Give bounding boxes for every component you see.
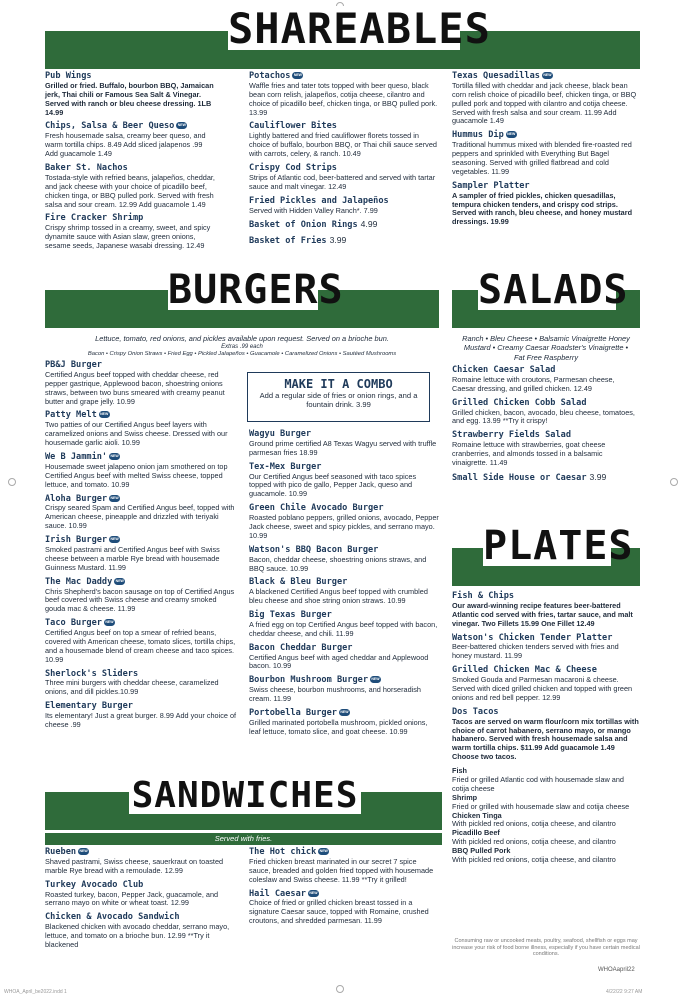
menu-item-title: Hummus Dip xyxy=(452,130,504,141)
taco-option-name: Picadillo Beef xyxy=(452,828,500,838)
menu-item xyxy=(452,366,640,394)
menu-item xyxy=(249,546,439,574)
menu-item xyxy=(249,236,439,247)
menu-item-title: Small Side House or Caesar xyxy=(452,472,587,483)
taco-option-description: With pickled red onions, cotija cheese, and cilantro xyxy=(452,854,616,864)
menu-item xyxy=(249,463,439,500)
menu-item-title: Fish & Chips xyxy=(452,591,515,601)
menu-item-price: 4.99 xyxy=(360,219,378,230)
menu-item-description: Grilled chicken, bacon, avocado, bleu cheese, tomatoes, and egg. 13.99 **Try it crispy! xyxy=(452,407,635,426)
menu-item xyxy=(249,220,439,231)
menu-item-title: Bourbon Mushroom Burger xyxy=(249,675,368,686)
menu-item xyxy=(249,890,439,927)
menu-item-description: Fried chicken breast marinated in our secret 7 spice sauce, breaded and golden fried topped with housemade coleslaw and Swiss cheese. 11.99 **Try it grilled! xyxy=(249,856,434,884)
menu-item-title: Dos Tacos xyxy=(452,706,499,717)
new-badge-icon: NEW xyxy=(100,412,109,417)
menu-item xyxy=(45,848,237,876)
menu-item xyxy=(452,666,640,703)
menu-item-title: Bacon Cheddar Burger xyxy=(249,642,353,653)
menu-item xyxy=(249,611,439,639)
menu-item-title: We B Jammin' xyxy=(45,451,108,462)
menu-item-name xyxy=(249,220,439,231)
combo-title: MAKE IT A COMBO xyxy=(284,377,393,391)
new-badge-icon: NEW xyxy=(177,123,186,128)
menu-item xyxy=(452,473,640,484)
taco-option-description: Fried or grilled with housemade slaw and cotija cheese xyxy=(452,801,630,811)
sandwiches-title: SANDWICHES xyxy=(129,776,361,814)
menu-item-title: Watson's BBQ Bacon Burger xyxy=(249,544,379,555)
menu-item-description: Housemade sweet jalapeno onion jam smothered on top Certified Angus beef with melted Swiss cheese, topped lettuce, and tomato. 10.99 xyxy=(45,461,228,489)
taco-option-description: Fried or grilled Atlantic cod with housemade slaw and cotija cheese xyxy=(452,774,624,793)
menu-item-title: Wagyu Burger xyxy=(249,429,312,439)
menu-item xyxy=(249,197,439,216)
menu-item-title: Hail Caesar xyxy=(249,888,306,899)
menu-item-title: Sampler Platter xyxy=(452,180,530,191)
menu-item-description: Blackened chicken with avocado cheddar, serrano mayo, lettuce, and tomato on a brioche bun. 12.99 **Try it blackened xyxy=(45,922,230,949)
salads-title: SALADS xyxy=(478,267,629,313)
menu-item-name xyxy=(249,236,439,247)
menu-item-description: Smoked Gouda and Parmesan macaroni & cheese. Served with diced grilled chicken and topped with green onions and red bell pepper. 12.99 xyxy=(452,675,633,702)
menu-item xyxy=(249,709,439,737)
menu-item-description: Romaine lettuce with croutons, Parmesan cheese, Caesar dressing, and grilled chicken. 12.49 xyxy=(452,374,615,393)
menu-item-description: Choice of fried or grilled chicken breast tossed in a signature Caesar sauce, topped with Romaine, crushed croutons, and shredded parmesan. 11.99 xyxy=(249,898,429,926)
menu-item xyxy=(45,122,215,159)
new-badge-icon: NEW xyxy=(293,73,302,77)
menu-item-price: 3.99 xyxy=(589,471,607,482)
menu-item xyxy=(249,122,439,159)
menu-item-description: Certified Angus beef topped with cheddar cheese, red pepper gastrique, Applewood bacon, shoestring onions straws, between two buns smeared with creamy peanut butter and grape jelly. 10.99 xyxy=(45,369,225,406)
menu-item-description: Tacos are served on warm flour/corn mix tortillas with choice of carrot habanero, serrano mayo, or mango habanero. Served with fresh housemade salsa and warm tortilla chips. $11.99 Add guacamole 1.49 Choose two tacos. xyxy=(452,716,639,762)
menu-item-description: A fried egg on top Certified Angus beef topped with bacon, cheddar cheese, and chili. 11.99 xyxy=(249,619,438,638)
menu-item-description: Swiss cheese, bourbon mushrooms, and horseradish cream. 11.99 xyxy=(249,685,421,704)
menu-item xyxy=(249,430,439,458)
burgers-note: Lettuce, tomato, red onions, and pickles available upon request. Served on a brioche bun. xyxy=(95,334,389,343)
menu-item xyxy=(452,634,640,662)
menu-item-title: Pub Wings xyxy=(45,71,92,81)
menu-item-description: Our award-winning recipe features beer-battered Atlantic cod served with fries, tartar sauce, and malt vinegar. Two Fillets 15.99 One Fillet 12.49 xyxy=(452,600,633,628)
combo-box xyxy=(247,372,430,422)
menu-item-title: Big Texas Burger xyxy=(249,610,332,621)
menu-item-title: The Mac Daddy xyxy=(45,576,113,587)
menu-item xyxy=(249,164,439,192)
menu-item xyxy=(249,676,439,704)
menu-item-title: Chips, Salsa & Beer Queso xyxy=(45,121,175,132)
burgers-extras: Bacon • Crispy Onion Straws • Fried Egg • Pickled Jalapeños • Guacamole • Caramelized Onions • Sautéed Mushrooms xyxy=(87,351,397,357)
menu-item xyxy=(45,214,215,251)
menu-item-title: Rueben xyxy=(45,847,77,857)
menu-item-description: Certified Angus beef on top a smear of refried beans, covered with American cheese, tomato slices, tortilla chips, and a housemade blend of cream cheese and taco spices. 10.99 xyxy=(45,628,236,664)
menu-item-description: Grilled marinated portobella mushroom, pickled onions, leaf lettuce, tomato slice, and goat cheese. 10.99 xyxy=(249,717,428,736)
registration-mark xyxy=(336,985,344,993)
shareables-column-3 xyxy=(452,72,640,232)
menu-item-title: Elementary Burger xyxy=(45,701,133,712)
menu-item-title: Basket of Fries xyxy=(249,236,327,247)
plates-title: PLATES xyxy=(483,523,634,569)
menu-item-title: Fried Pickles and Jalapeños xyxy=(249,195,389,206)
new-badge-icon: NEW xyxy=(115,578,124,583)
taco-option-description: With pickled red onions, cotija cheese, and cilantro xyxy=(452,837,616,847)
menu-item xyxy=(45,670,237,698)
menu-item-title: Patty Melt xyxy=(45,410,97,421)
menu-item-description: Bacon, cheddar cheese, shoestring onions straws, and BBQ sauce. 10.99 xyxy=(249,554,427,573)
menu-item-description: Tortilla filled with cheddar and jack cheese, black bean corn relish choice of picadillo beef, chicken tinga, or BBQ pulled pork and topped with cilantro and cotija cheese. Served with fresh salsa and sour cream. 11.99 Add guacamole 1.49 xyxy=(452,80,637,126)
menu-item-title: Strawberry Fields Salad xyxy=(452,430,571,441)
print-info-right: 4/22/22 9:27 AM xyxy=(606,989,643,995)
menu-item-title: Green Chile Avocado Burger xyxy=(249,503,384,514)
print-info-left: WHOA_April_be2022.indd 1 xyxy=(4,989,67,995)
menu-item-description: Beer-battered chicken tenders served with fries and honey mustard. 11.99 xyxy=(452,642,619,661)
taco-option-description: With pickled red onions, cotija cheese, and cilantro xyxy=(452,819,616,829)
menu-item xyxy=(45,578,237,615)
menu-item-description: Traditional hummus mixed with blended fire-roasted red peppers and sprinkled with Everything But Bagel seasoning. Served with grilled flatbread and cold vegetables. 11.99 xyxy=(452,140,632,176)
new-badge-icon: NEW xyxy=(543,73,552,77)
salads-dressings: Ranch • Bleu Cheese • Balsamic Vinaigrette Honey Mustard • Creamy Caesar Roadster's Vinaigrette • Fat Free Raspberry xyxy=(462,334,630,362)
menu-item-description: Romaine lettuce with strawberries, goat cheese cranberries, and almonds tossed in a balsamic vinaigrette. 11.49 xyxy=(452,440,606,467)
burgers-column-1 xyxy=(45,361,237,735)
shareables-title: SHAREABLES xyxy=(228,4,491,53)
menu-item xyxy=(45,164,215,209)
menu-item-description: Served with Hidden Valley Ranch*. 7.99 xyxy=(249,205,378,215)
menu-item-title: Irish Burger xyxy=(45,535,108,546)
menu-item-title: PB&J Burger xyxy=(45,360,102,370)
menu-item xyxy=(452,431,640,468)
menu-item-description: Smoked pastrami and Certified Angus beef with Swiss cheese between a marble Rye bread with housemade Guinness Mustard. 11.99 xyxy=(45,544,220,572)
menu-item xyxy=(45,536,237,573)
combo-description: Add a regular side of fries or onion rings, and a fountain drink. 3.99 xyxy=(259,391,418,410)
menu-item-description: Three mini burgers with cheddar cheese, caramelized onions, and dill pickles.10.99 xyxy=(45,678,219,697)
menu-item-description: Grilled or fried. Buffalo, bourbon BBQ, Jamaican jerk, Thai chili or Famous Sea Salt & Vinegar. Served with ranch or bleu cheese dressing. 1LB 14.99 xyxy=(45,80,214,117)
menu-item-title: Fire Cracker Shrimp xyxy=(45,213,144,224)
taco-option-name: Shrimp xyxy=(452,792,478,802)
new-badge-icon: NEW xyxy=(340,710,349,715)
menu-item-description: Lightly battered and fried cauliflower florets tossed in choice of buffalo, bourbon BBQ, or Thai chili sauce served with carrots, celery, & ranch. 10.49 xyxy=(249,131,437,159)
menu-item-price: 3.99 xyxy=(329,235,347,246)
menu-item xyxy=(249,504,439,541)
sandwiches-column-1 xyxy=(45,848,237,955)
menu-item xyxy=(45,913,237,950)
menu-item-title: Grilled Chicken Mac & Cheese xyxy=(452,665,597,676)
menu-item-title: The Hot chick xyxy=(249,847,317,857)
menu-item-description: Its elementary! Just a great burger. 8.99 Add your choice of cheese .99 xyxy=(45,711,237,730)
new-badge-icon: NEW xyxy=(110,453,119,458)
new-badge-icon: NEW xyxy=(110,537,119,542)
new-badge-icon: NEW xyxy=(79,849,88,853)
shareables-column-1 xyxy=(45,72,215,256)
menu-item xyxy=(45,619,237,664)
menu-item-title: Chicken Caesar Salad xyxy=(452,365,556,375)
shareables-column-2 xyxy=(249,72,439,252)
menu-item-title: Grilled Chicken Cobb Salad xyxy=(452,397,587,408)
taco-option-name: BBQ Pulled Pork xyxy=(452,846,511,856)
menu-item-title: Turkey Avocado Club xyxy=(45,879,144,890)
menu-item-description: A sampler of fried pickles, chicken quesadillas, tempura chicken tenders, and crispy cod strips. Served with ranch, bleu cheese, and honey mustard dressings. 19.99 xyxy=(452,190,633,227)
menu-item xyxy=(452,592,640,629)
menu-item-description: Waffle fries and tater tots topped with beer queso, black bean corn relish, jalapeños, cotija cheese, cilantro and choice of picadillo beef, chicken tinga, or BBQ pulled pork. 13.99 xyxy=(249,80,438,117)
menu-item-title: Black & Bleu Burger xyxy=(249,577,348,588)
menu-item xyxy=(249,644,439,672)
menu-item xyxy=(452,708,640,762)
menu-item-description: Our Certified Angus beef seasoned with taco spices topped with pico de gallo, Pepper Jack, queso and guacamole. 10.99 xyxy=(249,471,417,499)
menu-item-title: Crispy Cod Strips xyxy=(249,162,337,173)
taco-option-name: Chicken Tinga xyxy=(452,810,502,820)
menu-item xyxy=(45,411,237,448)
menu-item xyxy=(249,848,439,885)
menu-item-description: Crispy seared Spam and Certified Angus beef, topped with American cheese, pineapple and drizzled with teriyaki sauce. 10.99 xyxy=(45,503,235,531)
menu-item xyxy=(452,72,640,126)
menu-item-description: Shaved pastrami, Swiss cheese, sauerkraut on toasted marble Rye bread with a remoulade. 12.99 xyxy=(45,856,224,875)
menu-item-description: Two patties of our Certified Angus beef layers with caramelized onions and Swiss cheese. Dressed with our housemade garlic aioli. 10.99 xyxy=(45,420,228,448)
menu-item xyxy=(45,495,237,532)
registration-mark xyxy=(8,478,16,486)
menu-item-description: Chris Shepherd's bacon sausage on top of Certified Angus beef covered with Swiss cheese and creamy smoked gouda mac & cheese. 11.99 xyxy=(45,586,235,614)
footer-code: WHOAapril22 xyxy=(598,967,635,973)
menu-item-title: Potachos xyxy=(249,71,291,81)
menu-item-description: Roasted poblano peppers, grilled onions, avocado, Pepper Jack cheese, sweet and spicy pickles, and serrano mayo. 10.99 xyxy=(249,513,439,540)
menu-item-title: Aloha Burger xyxy=(45,493,108,504)
menu-item-description: Fresh housemade salsa, creamy beer queso, and warm tortilla chips. 8.49 Add sliced jalapenos .99 Add guacamole 1.49 xyxy=(45,131,206,159)
burgers-extras-label: Extras .99 each xyxy=(221,344,263,350)
menu-item xyxy=(452,399,640,427)
menu-item-title: Texas Quesadillas xyxy=(452,71,540,81)
salads-column xyxy=(452,366,640,489)
menu-item xyxy=(45,881,237,909)
menu-item-name xyxy=(452,473,640,484)
menu-item-title: Baker St. Nachos xyxy=(45,162,128,173)
new-badge-icon: NEW xyxy=(319,849,328,853)
menu-item-title: Portobella Burger xyxy=(249,708,337,719)
menu-item-description: A blackened Certified Angus beef topped with crumbled bleu cheese and shoe string onion straws. 10.99 xyxy=(249,587,428,606)
menu-item-title: Chicken & Avocado Sandwich xyxy=(45,912,180,923)
menu-item-description: Ground prime certified A8 Texas Wagyu served with truffle parmesan fries 18.99 xyxy=(249,438,437,457)
menu-item xyxy=(452,131,640,176)
burgers-title: BURGERS xyxy=(168,267,344,313)
burgers-column-2 xyxy=(249,430,439,742)
new-badge-icon: NEW xyxy=(507,132,516,137)
new-badge-icon: NEW xyxy=(110,495,119,500)
new-badge-icon: NEW xyxy=(309,890,318,895)
taco-option-name: Fish xyxy=(452,766,467,776)
disclaimer: Consuming raw or uncooked meats, poultry, seafood, shellfish or eggs may increase your risk of food borne illness, especially if you have certain medical conditions. xyxy=(452,938,640,958)
registration-mark xyxy=(670,478,678,486)
menu-item xyxy=(249,72,439,117)
new-badge-icon: NEW xyxy=(105,620,114,625)
menu-item-title: Cauliflower Bites xyxy=(249,121,337,132)
menu-item xyxy=(45,702,237,730)
sandwiches-served-note: Served with fries. xyxy=(45,833,442,845)
menu-item-title: Taco Burger xyxy=(45,618,102,629)
menu-item xyxy=(452,182,640,227)
menu-item-title: Watson's Chicken Tender Platter xyxy=(452,632,613,643)
menu-item xyxy=(45,72,215,117)
sandwiches-column-2 xyxy=(249,848,439,931)
menu-item-description: Tostada-style with refried beans, jalapeños, cheddar, and jack cheese with your choice of picadillo beef, chicken tinga, or BBQ pulled pork. Served with fresh salsa and sour cream. 12.99 Add guacamole 1.49 xyxy=(45,172,215,209)
menu-item xyxy=(45,453,237,490)
menu-item xyxy=(249,578,439,606)
menu-item-description: Certified Angus beef with aged cheddar and Applewood bacon. 10.99 xyxy=(249,652,429,671)
menu-item-description: Strips of Atlantic cod, beer-battered and served with tartar sauce and malt vinegar. 12.49 xyxy=(249,172,436,191)
menu-item-description: Crispy shrimp tossed in a creamy, sweet, and spicy dynamite sauce with Asian slaw, green onions, sesame seeds, Japanese wasabi dressing. 12.49 xyxy=(45,223,211,251)
menu-item-title: Basket of Onion Rings xyxy=(249,220,358,231)
menu-item-title: Tex-Mex Burger xyxy=(249,461,322,472)
menu-item-description: Roasted turkey, bacon, Pepper Jack, guacamole, and serrano mayo on white or wheat toast. 12.99 xyxy=(45,889,219,908)
menu-item-title: Sherlock's Sliders xyxy=(45,668,139,679)
plates-column xyxy=(452,592,640,865)
new-badge-icon: NEW xyxy=(371,677,380,682)
menu-item xyxy=(45,361,237,406)
